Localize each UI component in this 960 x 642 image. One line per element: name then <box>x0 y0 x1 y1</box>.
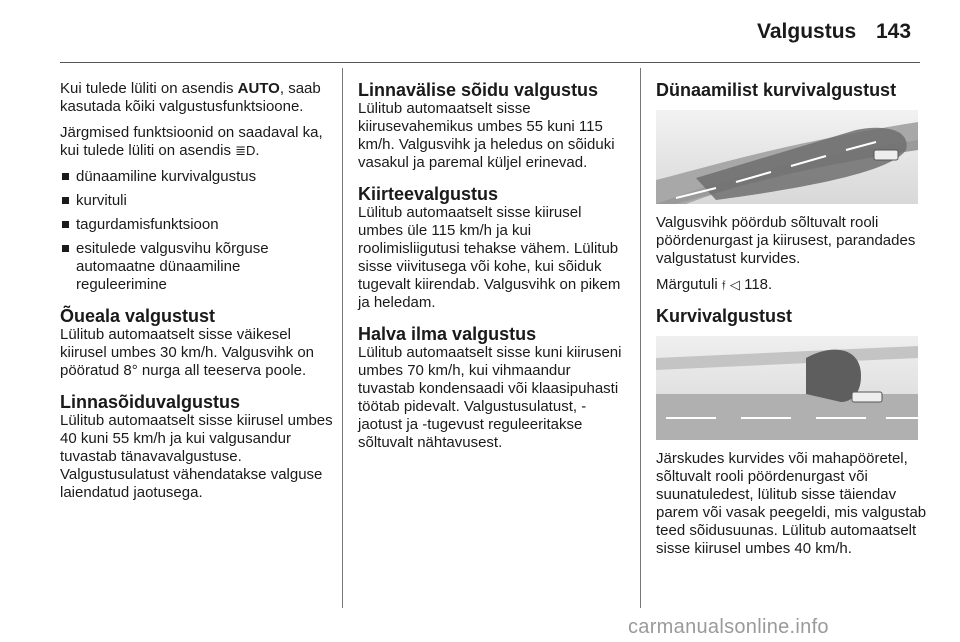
column-divider-2 <box>640 68 641 608</box>
column-divider-1 <box>342 68 343 608</box>
heading-oueala: Õueala valgustust <box>60 306 216 326</box>
paragraph-kiirtee: Lülitub automaatselt sisse kiirusel umbes üle 115 km/h ja kui roolimisliigutusi tehakse vähem. Lülitub sisse viivitusega või kohe, kui sõiduk tugevalt kiirendab. Valgusvihk on pikem ja heledam. <box>358 204 621 311</box>
column-2 <box>358 80 630 460</box>
heading-kurvivalgustus: Kurvivalgustust <box>656 306 793 326</box>
watermark-text: carmanualsonline.info <box>628 616 829 638</box>
reference-page: 118. <box>744 276 773 293</box>
intro2-text: Järgmised funktsioonid on saadaval ka, kui tulede lüliti on asendis <box>60 124 323 159</box>
intro-text-post: , saab kasutada kõiki valgustusfunktsioone. <box>60 80 321 115</box>
column-1 <box>60 80 335 510</box>
paragraph-halva-ilma: Lülitub automaatselt sisse kuni kiiruseni umbes 70 km/h, kui vihmaandur tuvastab kondensaadi või klaasipuhasti töötab pidevalt. Valgustusulatust, -jaotust ja -tugevust reguleeritakse sõltuvalt nähtavusest. <box>358 344 622 451</box>
page-number: 143 <box>876 20 912 43</box>
paragraph-linnavalise: Lülitub automaatselt sisse kiirusevahemikus umbes 55 kuni 115 km/h. Valgusvihk ja heledus on sõiduki vasakul ja paremal küljel erinevad. <box>358 100 615 171</box>
cornering-light-illustration <box>656 336 918 440</box>
headlight-auto-icon: ≣D <box>235 143 256 158</box>
list-item: kurvituli <box>60 192 335 210</box>
intro2-end: . <box>255 142 260 159</box>
heading-linnavalise: Linnavälise sõidu valgustus <box>358 80 599 100</box>
list-item: tagurdamisfunktsioon <box>60 216 335 234</box>
intro2-paragraph <box>60 124 335 160</box>
paragraph-kurvivalgustus: Järskudes kurvides või mahapööretel, sõltuvalt rooli pöördenurgast või suunatuledest, lülitub sisse täiendav parem või vasak peegeldi, mis valgustab teed sõidusuunas. Lülitub automaatselt sisse kiirusel umbes 40 km/h. <box>656 450 927 557</box>
paragraph-oueala: Lülitub automaatselt sisse väikesel kiirusel umbes 30 km/h. Valgusvihk on pööratud 8° nurga all teeserva poole. <box>60 326 315 379</box>
heading-dunaamiline: Dünaamilist kurvivalgustust <box>656 80 897 100</box>
page-title: Valgustus <box>757 20 857 43</box>
heading-kiirtee: Kiirteevalgustus <box>358 184 499 204</box>
paragraph-linnasoidu: Lülitub automaatselt sisse kiirusel umbes 40 kuni 55 km/h ja kui valgusandur tuvastab tänavavalgustuse. Valgustusulatust vähendatakse valguse laiendatud jaotusega. <box>60 412 333 501</box>
list-item: esitulede valgusvihu kõrguse automaatne dünaamiline reguleerimine <box>60 240 335 294</box>
list-item: dünaamiline kurvivalgustus <box>60 168 335 186</box>
dynamic-curve-light-illustration <box>656 110 918 204</box>
indicator-icon: 𝔣 <box>721 277 726 292</box>
intro-auto-label: AUTO <box>237 80 280 97</box>
indicator-reference <box>656 276 931 294</box>
heading-halva-ilma: Halva ilma valgustus <box>358 324 537 344</box>
header-rule <box>60 62 920 63</box>
paragraph-dunaamiline: Valgusvihk pöördub sõltuvalt rooli pöördenurgast ja kiirusest, parandades valgustatust kurvides. <box>656 214 916 267</box>
page-ref-arrow-icon: ◁ <box>729 277 740 292</box>
feature-list <box>60 168 335 294</box>
column-3 <box>656 80 931 566</box>
intro-paragraph <box>60 80 335 116</box>
reference-label: Märgutuli <box>656 276 718 293</box>
intro-text-pre: Kui tulede lüliti on asendis <box>60 80 238 97</box>
heading-linnasoidu: Linnasõiduvalgustus <box>60 392 241 412</box>
page-header <box>0 0 960 62</box>
